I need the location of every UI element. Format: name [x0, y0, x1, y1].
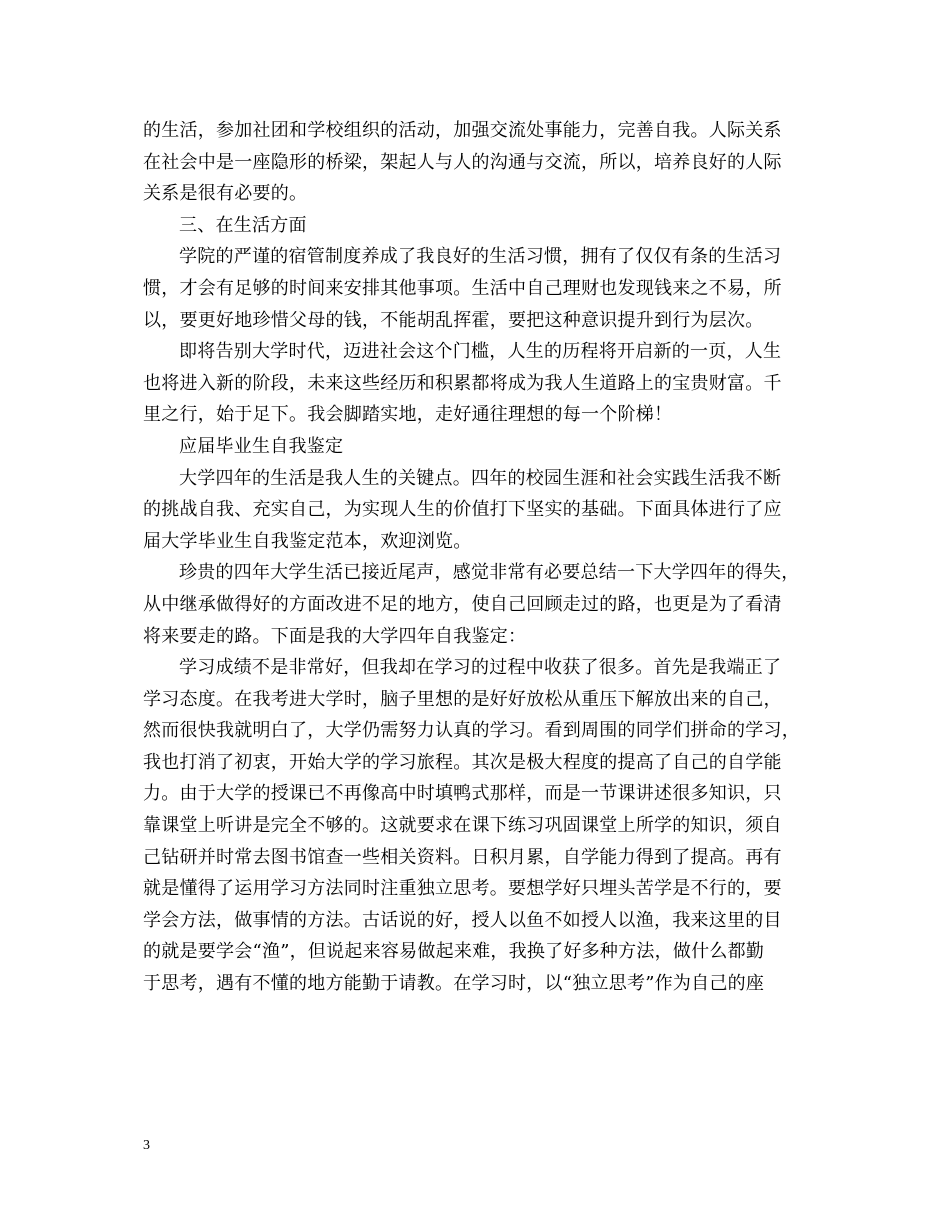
text-line: 里之行，始于足下。我会脚踏实地，走好通往理想的每一个阶梯！: [143, 404, 673, 426]
text-line: 就是懂得了运用学习方法同时注重独立思考。要想学好只埋头苦学是不行的，要: [143, 878, 782, 900]
text-line: 届大学毕业生自我鉴定范本，欢迎浏览。: [143, 530, 472, 552]
page-number: 3: [143, 1138, 150, 1153]
section-heading: 应届毕业生自我鉴定: [179, 435, 344, 457]
text-line: 珍贵的四年大学生活已接近尾声，感觉非常有必要总结一下大学四年的得失，: [179, 562, 800, 584]
text-line: 的生活，参加社团和学校组织的活动，加强交流处事能力，完善自我。人际关系: [143, 120, 782, 141]
text-line: 学院的严谨的宿管制度养成了我良好的生活习惯，拥有了仅仅有条的生活习: [179, 246, 782, 268]
text-line: 己钻研并时常去图书馆查一些相关资料。日积月累，自学能力得到了提高。再有: [143, 846, 782, 868]
text-line: 惯，才会有足够的时间来安排其他事项。生活中自己理财也发现钱来之不易，所: [143, 277, 782, 299]
text-line: 在社会中是一座隐形的桥梁，架起人与人的沟通与交流，所以，培养良好的人际: [143, 151, 782, 173]
text-line: 力。由于大学的授课已不再像高中时填鸭式那样，而是一节课讲述很多知识，只: [143, 783, 782, 805]
text-line: 学会方法，做事情的方法。古话说的好，授人以鱼不如授人以渔，我来这里的目: [143, 909, 782, 931]
text-line: 即将告别大学时代，迈进社会这个门槛，人生的历程将开启新的一页，人生: [179, 341, 782, 363]
text-line: 关系是很有必要的。: [143, 183, 308, 205]
text-line: 学习成绩不是非常好，但我却在学习的过程中收获了很多。首先是我端正了: [179, 657, 782, 679]
section-heading: 三、在生活方面: [179, 214, 307, 236]
text-line: 于思考，遇有不懂的地方能勤于请教。在学习时，以“独立思考”作为自己的座: [143, 973, 765, 995]
text-line: 的就是要学会“渔”，但说起来容易做起来难，我换了好多种方法，做什么都勤: [143, 941, 765, 963]
text-line: 也将进入新的阶段，未来这些经历和积累都将成为我人生道路上的宝贵财富。千: [143, 372, 782, 394]
document-body: [143, 115, 828, 1000]
text-line: 大学四年的生活是我人生的关键点。四年的校园生涯和社会实践生活我不断: [179, 467, 782, 489]
text-line: 以，要更好地珍惜父母的钱，不能胡乱挥霍，要把这种意识提升到行为层次。: [143, 309, 764, 331]
text-line: 的挑战自我、充实自己，为实现人生的价值打下坚实的基础。下面具体进行了应: [143, 499, 782, 521]
text-line: 然而很快我就明白了，大学仍需努力认真的学习。看到周围的同学们拼命的学习，: [143, 720, 800, 742]
text-line: 从中继承做得好的方面改进不足的地方，使自己回顾走过的路，也更是为了看清: [143, 593, 782, 615]
text-line: 靠课堂上听讲是完全不够的。这就要求在课下练习巩固课堂上所学的知识，须自: [143, 815, 782, 837]
text-line: 学习态度。在我考进大学时，脑子里想的是好好放松从重压下解放出来的自己，: [143, 688, 782, 710]
text-line: 我也打消了初衷，开始大学的学习旅程。其次是极大程度的提高了自己的自学能: [143, 751, 782, 773]
text-line: 将来要走的路。下面是我的大学四年自我鉴定：: [143, 625, 527, 647]
